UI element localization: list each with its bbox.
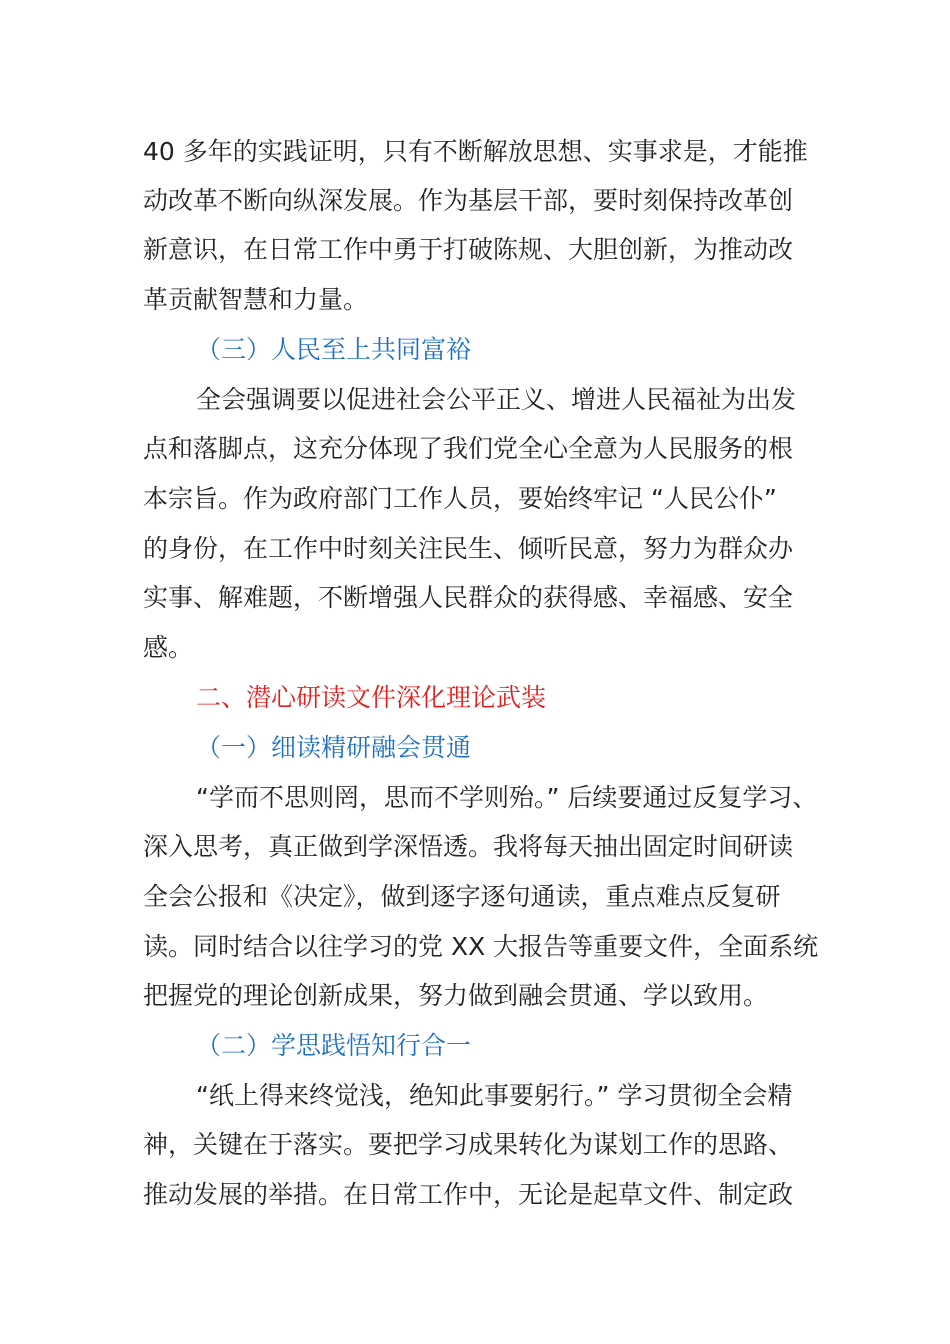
paragraph-1-line-1: 40 多年的实践证明，只有不断解放思想、实事求是，才能推 xyxy=(143,137,808,166)
paragraph-1-line-4: 革贡献智慧和力量。 xyxy=(143,285,369,314)
subheading-close-reading: （一）细读精研融会贯通 xyxy=(196,733,472,762)
subheading-people-first: （三）人民至上共同富裕 xyxy=(196,335,472,364)
paragraph-2-line-3: 本宗旨。作为政府部门工作人员，要始终牢记 “人民公仆” xyxy=(143,484,777,513)
subheading-knowledge-action: （二）学思践悟知行合一 xyxy=(196,1031,472,1060)
paragraph-3-line-5: 把握党的理论创新成果，努力做到融会贯通、学以致用。 xyxy=(143,981,769,1010)
paragraph-3-line-2: 深入思考，真正做到学深悟透。我将每天抽出固定时间研读 xyxy=(143,832,794,861)
paragraph-3-line-3: 全会公报和《决定》，做到逐字逐句通读，重点难点反复研 xyxy=(143,882,781,911)
paragraph-2-line-4: 的身份，在工作中时刻关注民生、倾听民意，努力为群众办 xyxy=(143,534,794,563)
paragraph-2-line-2: 点和落脚点，这充分体现了我们党全心全意为人民服务的根 xyxy=(143,434,794,463)
paragraph-2-line-6: 感。 xyxy=(143,633,194,662)
paragraph-2-line-1: 全会强调要以促进社会公平正义、增进人民福祉为出发 xyxy=(196,385,797,414)
paragraph-4-line-1: “纸上得来终觉浅，绝知此事要躬行。” 学习贯彻全会精 xyxy=(196,1081,793,1110)
paragraph-4-line-2: 神，关键在于落实。要把学习成果转化为谋划工作的思路、 xyxy=(143,1130,794,1159)
section-2-title: 二、潜心研读文件深化理论武装 xyxy=(196,683,547,712)
paragraph-3-line-4: 读。同时结合以往学习的党 XX 大报告等重要文件，全面系统 xyxy=(143,932,819,961)
paragraph-1-line-2: 动改革不断向纵深发展。作为基层干部，要时刻保持改革创 xyxy=(143,186,794,215)
paragraph-3-line-1: “学而不思则罔，思而不学则殆。” 后续要通过反复学习、 xyxy=(196,783,818,812)
paragraph-1-line-3: 新意识，在日常工作中勇于打破陈规、大胆创新，为推动改 xyxy=(143,235,794,264)
paragraph-4-line-3: 推动发展的举措。在日常工作中，无论是起草文件、制定政 xyxy=(143,1180,794,1209)
paragraph-2-line-5: 实事、解难题，不断增强人民群众的获得感、幸福感、安全 xyxy=(143,583,794,612)
